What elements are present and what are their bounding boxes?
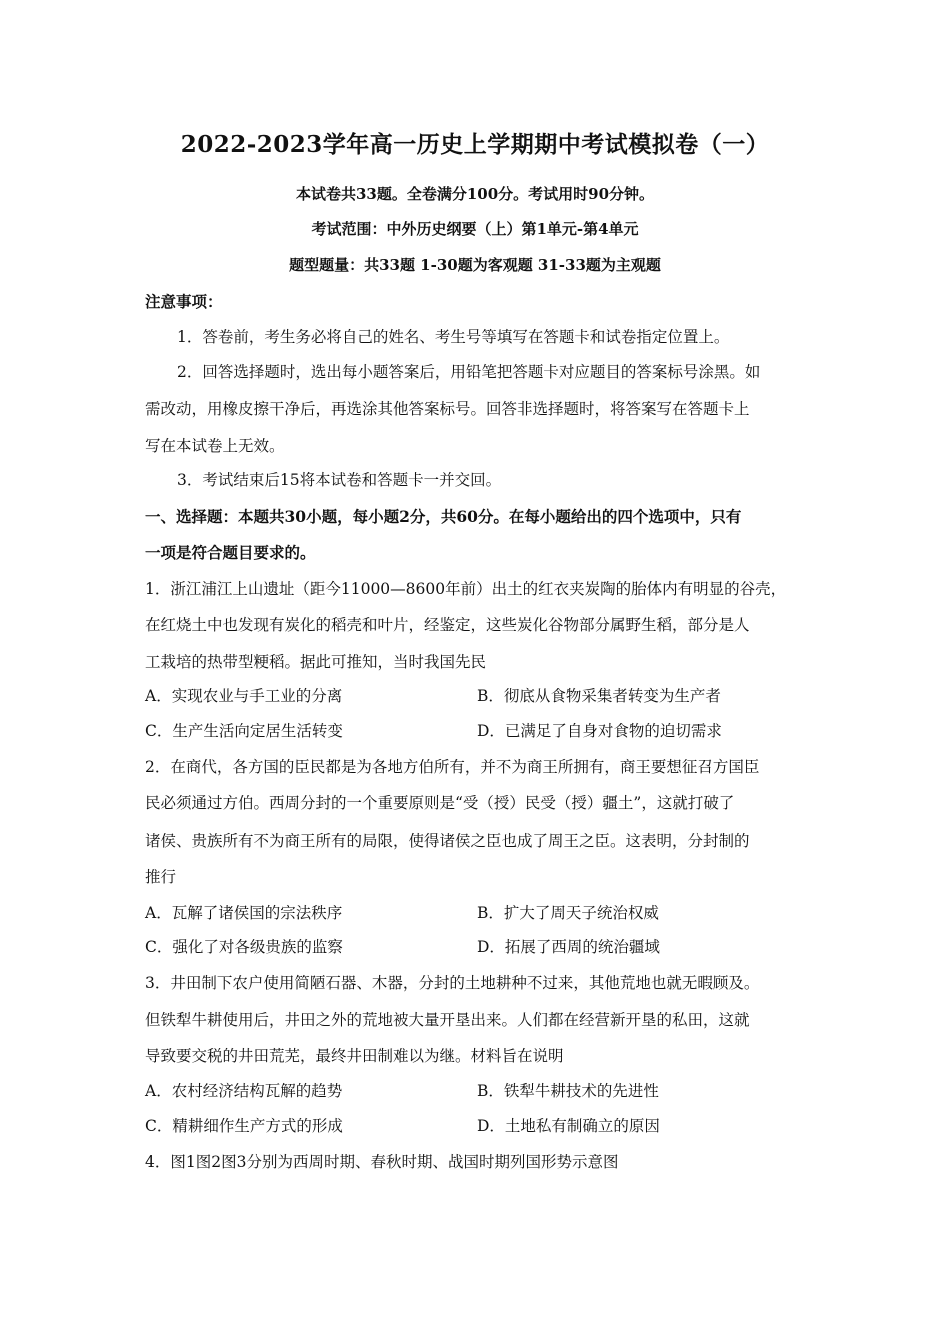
option-c: C．强化了对各级贵族的监察 — [145, 938, 343, 956]
notice-heading: 注意事项： — [145, 292, 223, 311]
question-stem-line: 2．在商代，各方国的臣民都是为各地方伯所有，并不为商王所拥有，商王要想征召方国臣 — [145, 758, 760, 776]
option-a: A．农村经济结构瓦解的趋势 — [145, 1082, 343, 1100]
section-heading: 一、选择题：本题共30小题，每小题2分，共60分。在每小题给出的四个选项中，只有 — [145, 507, 742, 526]
option-a: A．瓦解了诸侯国的宗法秩序 — [145, 904, 343, 922]
option-d: D．已满足了自身对食物的迫切需求 — [477, 722, 722, 740]
exam-info-types: 题型题量：共33题 1-30题为客观题 31-33题为主观题 — [289, 256, 661, 274]
notice-item-1: 1．答卷前，考生务必将自己的姓名、考生号等填写在答题卡和试卷指定位置上。 — [177, 328, 730, 346]
question-stem-line: 3．井田制下农户使用简陋石器、木器，分封的土地耕种不过来，其他荒地也就无暇顾及。 — [145, 974, 760, 992]
option-c: C．生产生活向定居生活转变 — [145, 722, 343, 740]
option-b: B．铁犁牛耕技术的先进性 — [477, 1082, 659, 1100]
question-stem-line: 在红烧土中也发现有炭化的稻壳和叶片，经鉴定，这些炭化谷物部分属野生稻，部分是人 — [145, 616, 750, 634]
option-d: D．拓展了西周的统治疆域 — [477, 938, 660, 956]
notice-item-2-cont: 需改动，用橡皮擦干净后，再选涂其他答案标号。回答非选择题时，将答案写在答题卡上 — [145, 400, 750, 418]
option-c: C．精耕细作生产方式的形成 — [145, 1117, 343, 1135]
question-stem-line: 诸侯、贵族所有不为商王所有的局限，使得诸侯之臣也成了周王之臣。这表明，分封制的 — [145, 832, 750, 850]
question-stem-line: 推行 — [145, 868, 177, 886]
notice-item-2-end: 写在本试卷上无效。 — [145, 437, 285, 455]
exam-title: 2022-2023学年高一历史上学期期中考试模拟卷（一） — [180, 131, 770, 158]
option-b: B．彻底从食物采集者转变为生产者 — [477, 687, 721, 705]
section-heading-cont: 一项是符合题目要求的。 — [145, 543, 316, 562]
option-d: D．土地私有制确立的原因 — [477, 1117, 660, 1135]
question-stem-line: 但铁犁牛耕使用后，井田之外的荒地被大量开垦出来。人们都在经营新开垦的私田，这就 — [145, 1011, 750, 1029]
notice-item-2: 2．回答选择题时，选出每小题答案后，用铅笔把答题卡对应题目的答案标号涂黑。如 — [177, 363, 761, 381]
exam-info-total: 本试卷共33题。全卷满分100分。考试用时90分钟。 — [295, 185, 655, 203]
notice-item-3: 3．考试结束后15将本试卷和答题卡一并交回。 — [177, 471, 502, 489]
question-stem-line: 民必须通过方伯。西周分封的一个重要原则是“受（授）民受（授）疆土”，这就打破了 — [145, 794, 735, 812]
question-stem-line: 1．浙江浦江上山遗址（距今11000—8600年前）出土的红衣夹炭陶的胎体内有明显的谷壳， — [145, 580, 787, 598]
question-stem-line: 4．图1图2图3分别为西周时期、春秋时期、战国时期列国形势示意图 — [145, 1153, 619, 1171]
exam-info-scope: 考试范围：中外历史纲要（上）第1单元-第4单元 — [311, 220, 639, 238]
question-stem-line: 导致要交税的井田荒芜，最终井田制难以为继。材料旨在说明 — [145, 1047, 564, 1065]
option-a: A．实现农业与手工业的分离 — [145, 687, 343, 705]
option-b: B．扩大了周天子统治权威 — [477, 904, 659, 922]
question-stem-line: 工栽培的热带型粳稻。据此可推知，当时我国先民 — [145, 653, 487, 671]
